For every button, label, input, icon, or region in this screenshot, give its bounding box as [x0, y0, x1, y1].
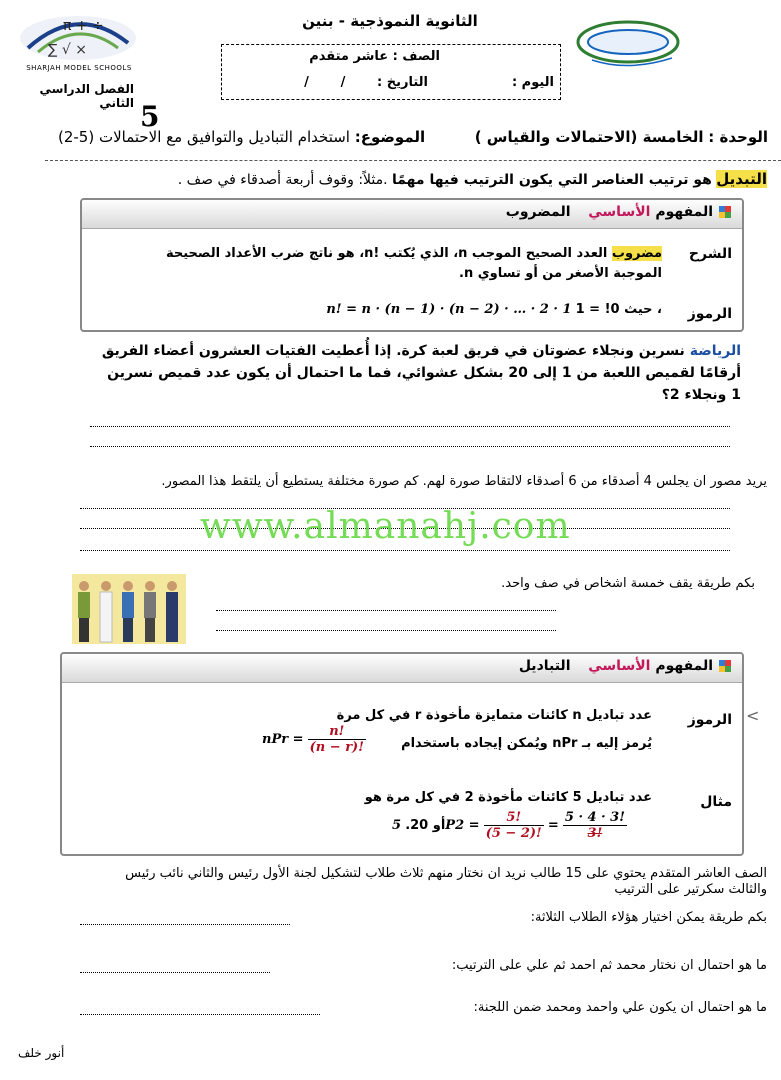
- example-fraction-2: [563, 810, 627, 841]
- example-label: مثال: [700, 794, 732, 810]
- panel-title-accent: الأساسي: [588, 658, 651, 674]
- unit-topic-line: [40, 128, 768, 152]
- svg-text:∑ √ ×: ∑ √ ×: [48, 42, 87, 58]
- logo-caption: SHARJAH MODEL SCHOOLS: [26, 64, 132, 72]
- example-fraction-1: [484, 810, 544, 841]
- semester-label: الفصل الدراسي الثاني: [39, 82, 134, 110]
- panel-title-topic: المضروب: [505, 204, 571, 220]
- perm-formula-fraction: [308, 724, 366, 755]
- perm-symbol-text-1: عدد تباديل n كائنات متمايزة مأخوذة r في كل مرة: [336, 708, 652, 723]
- topic-label: الموضوع:: [354, 128, 426, 146]
- photographer-problem: يريد مصور ان يجلس 4 أصدقاء من 6 أصدقاء لالتقاط صورة لهم. كم صورة مختلفة يستطيع أن يلتقط هذا المصور.: [161, 474, 767, 489]
- answer-line-q1[interactable]: [80, 924, 290, 925]
- factorial-panel-header: [82, 200, 742, 229]
- example-equals: =: [547, 818, 559, 833]
- answer-line-7[interactable]: [216, 630, 556, 631]
- perm-formula-den: (n − r)!: [309, 740, 364, 755]
- symbol-note: ، حيث 0! = 1: [575, 302, 662, 317]
- example-den-2: 3!: [587, 826, 603, 841]
- question-3: ما هو احتمال ان يكون علي واحمد ومحمد ضمن اللجنة:: [473, 1000, 767, 1015]
- symbol-label: الرموز: [687, 306, 732, 322]
- explain-text-2: الموجبة الأصغر من أو تساوي n.: [458, 266, 662, 281]
- sports-problem: [101, 340, 741, 406]
- dashed-divider: [45, 160, 781, 161]
- question-2: ما هو احتمال ان نختار محمد ثم احمد ثم علي على الترتيب:: [451, 958, 767, 973]
- panel-side-arrow: <: [746, 706, 760, 725]
- school-name: الثانوية النموذجية - بنين: [302, 12, 478, 30]
- svg-text:π + ÷: π + ÷: [63, 18, 104, 34]
- answer-line-6[interactable]: [216, 610, 556, 611]
- sports-tag: الرياضة: [689, 343, 741, 359]
- committee-problem: [27, 866, 767, 898]
- class-label: الصف : عاشر متقدم: [309, 49, 440, 64]
- concept-icon: [718, 659, 732, 673]
- example-formula: [392, 810, 627, 841]
- student-info-box: [221, 44, 561, 100]
- intro-example: .مثلاً: وقوف أربعة أصدقاء في صف .: [177, 172, 388, 188]
- lesson-number: 5: [140, 100, 160, 133]
- five-people-image: [72, 574, 186, 644]
- explain-text-1: العدد الصحيح الموجب n، الذي يُكتب !n، هو ناتج ضرب الأعداد الصحيحة: [165, 246, 608, 261]
- panel-title-prefix: المفهوم: [655, 204, 714, 220]
- answer-line-2[interactable]: [90, 446, 730, 447]
- committee-line-1: الصف العاشر المتقدم يحتوي على 15 طالب نريد ان نختار منهم ثلاث طلاب لتشكيل لجنة الأول رئيس والثاني نائب رئيس: [125, 866, 767, 881]
- perm-formula-lhs: nPr =: [262, 732, 304, 747]
- explain-label: الشرح: [688, 246, 732, 262]
- panel-title-prefix: المفهوم: [655, 658, 714, 674]
- example-num-2: 5 · 4 · 3!: [564, 810, 625, 825]
- perm-symbol-label: الرموز: [687, 712, 732, 728]
- unit-label: الوحدة :: [708, 128, 768, 146]
- sports-text: نسرين ونجلاء عضوتان في فريق لعبة كرة. إذا أُعطيت الفتيات العشرون أعضاء الفريق أرقامًا لقميص اللعبة من 1 إلى 20 بشكل عشوائي، فما ما احتمال أن يكون عدد قميص نسرين 1 ونجلاء 2؟: [101, 343, 741, 403]
- permutation-panel-header: [62, 654, 742, 683]
- example-lhs: 5P2 =: [392, 818, 480, 833]
- example-num-1: 5!: [484, 810, 544, 826]
- panel-title-topic: التباديل: [518, 658, 571, 674]
- school-logo-right: [572, 12, 684, 74]
- committee-line-2: والثالث سكرتير على الترتيب: [614, 882, 767, 897]
- question-1: بكم طريقة يمكن اختيار هؤلاء الطلاب الثلاثة:: [530, 910, 767, 925]
- school-logo-left: [18, 8, 140, 78]
- symbol-line: [142, 302, 662, 317]
- concept-icon: [718, 205, 732, 219]
- perm-formula-num: n!: [308, 724, 366, 740]
- explain-term: مضروب: [611, 246, 662, 261]
- permutation-concept-panel: [60, 652, 744, 856]
- example-den-1: (5 − 2)!: [485, 826, 542, 841]
- day-label: اليوم :: [511, 75, 554, 90]
- line-problem: بكم طريقة يقف خمسة اشخاص في صف واحد.: [501, 576, 755, 591]
- factorial-concept-panel: [80, 198, 744, 332]
- intro-term: التبديل: [716, 170, 767, 188]
- intro-sentence: هو ترتيب العناصر التي يكون الترتيب فيها مهمًا: [392, 172, 712, 188]
- explain-text: [142, 244, 662, 284]
- date-label: التاريخ : / /: [304, 75, 428, 90]
- example-tail: أو 20.: [405, 818, 446, 833]
- perm-formula: [262, 724, 366, 755]
- answer-line-q3[interactable]: [80, 1014, 320, 1015]
- panel-title-accent: الأساسي: [588, 204, 651, 220]
- example-text-1: عدد تباديل 5 كائنات مأخوذة 2 في كل مرة هو: [364, 790, 652, 805]
- answer-line-q2[interactable]: [80, 972, 270, 973]
- perm-symbol-text-2: يُرمز إليه بـ nPr ويُمكن إيجاده باستخدام: [401, 736, 652, 751]
- factorial-formula: n! = n · (n − 1) · (n − 2) · … · 2 · 1: [326, 302, 572, 317]
- author-name: أنور خلف: [18, 1046, 65, 1060]
- answer-line-5[interactable]: [80, 550, 730, 551]
- unit-value: الخامسة (الاحتمالات والقياس ): [474, 128, 704, 146]
- topic-value: استخدام التباديل والتوافيق مع الاحتمالات (5-2): [57, 128, 350, 146]
- watermark: www.almanahj.com: [200, 506, 571, 547]
- answer-line-1[interactable]: [90, 426, 730, 427]
- permutation-intro: [87, 170, 767, 188]
